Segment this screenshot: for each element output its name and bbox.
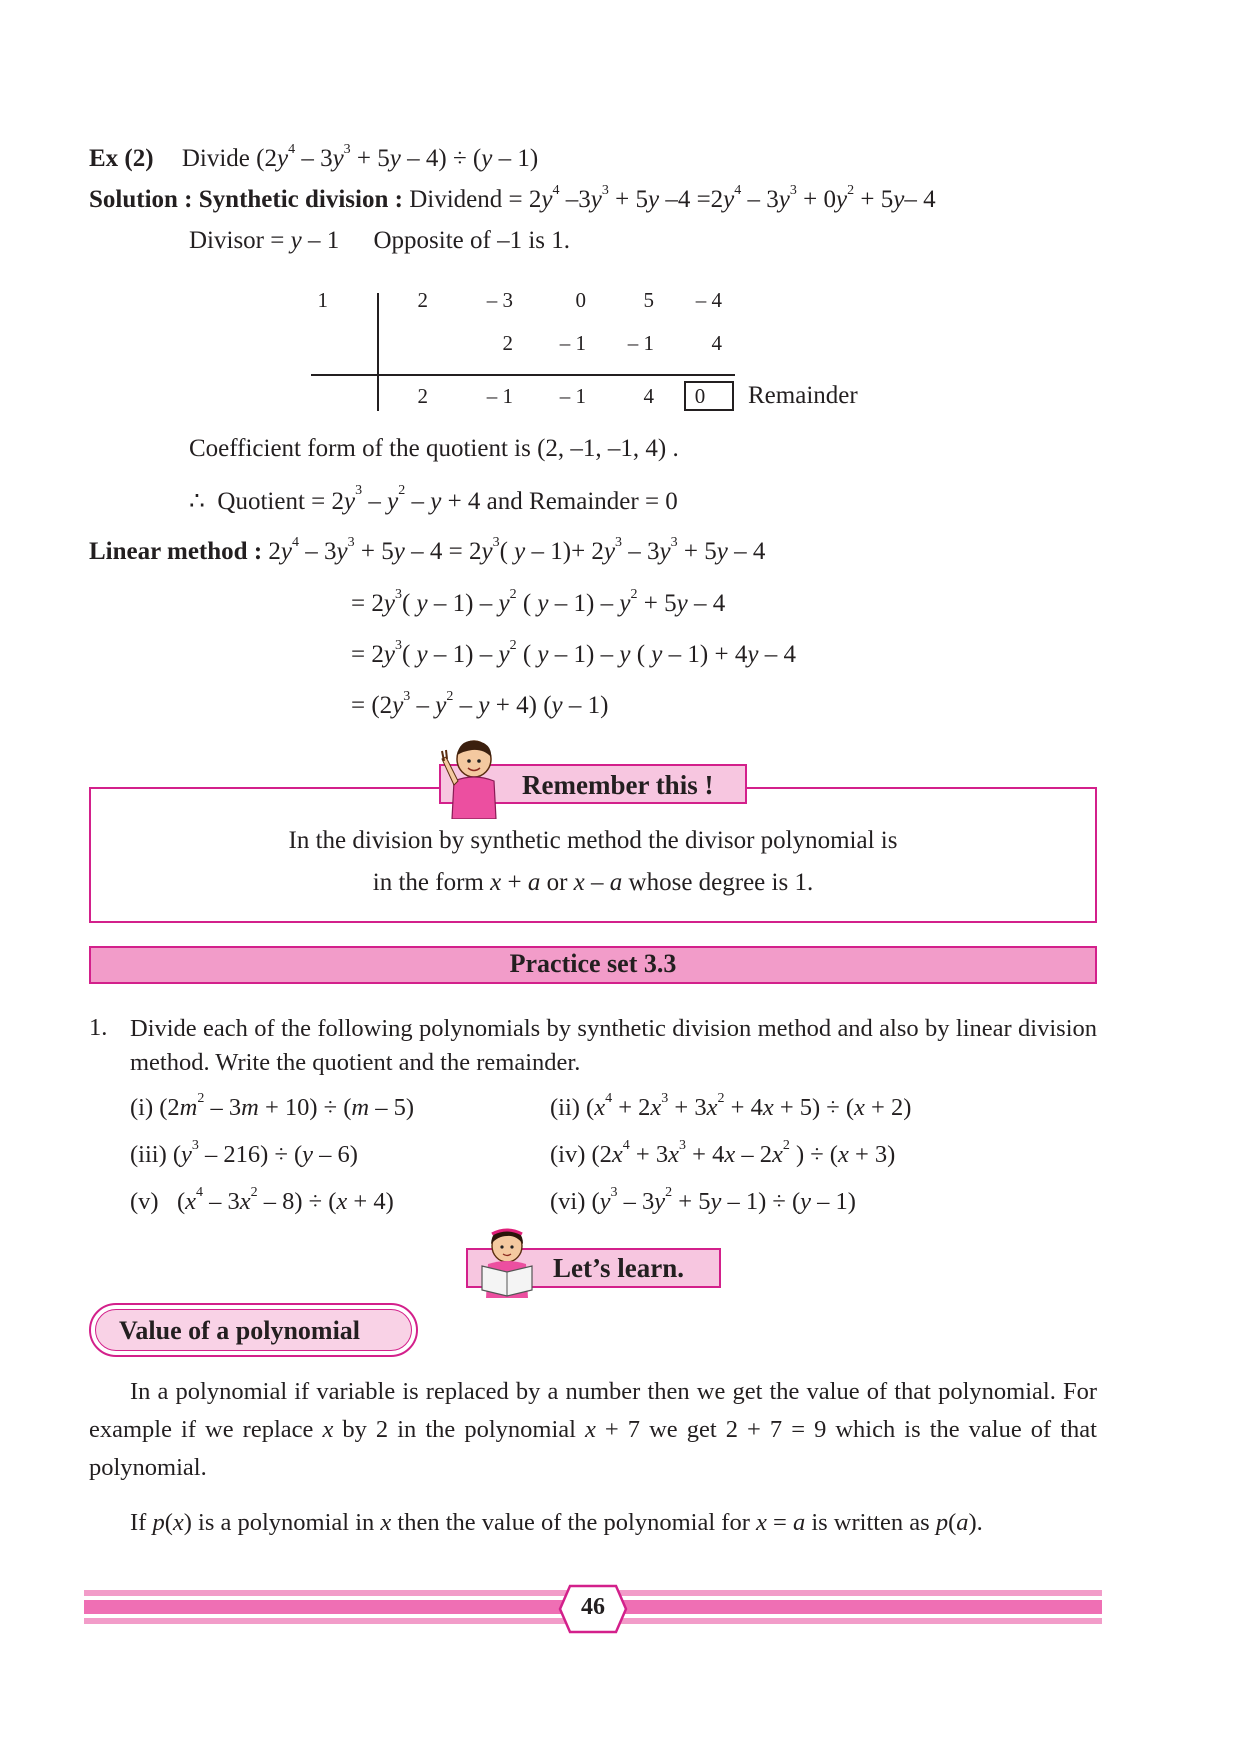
remember-title: Remember this !: [522, 770, 714, 800]
solution-method: Synthetic division :: [198, 186, 403, 213]
question-text: Divide each of the following polynomials by synthetic division method and also by linear division method. Write the quotient and the remainder.: [130, 1015, 1097, 1076]
practice-item-v: (v) $(x^4 - 3x^2 - 8) \div (x + 4)$: [130, 1185, 394, 1215]
value-heading: Value of a polynomial: [119, 1316, 361, 1345]
girl-reading-icon: [474, 1226, 540, 1298]
sd-horizontal-line: [311, 374, 735, 376]
linear-expr-1: $2y^4 - 3y^3 + 5y - 4 = 2y^3$( $y - 1)+ 2y^3 - 3y^3 + 5y - 4$: [268, 535, 766, 565]
quotient-text: ∴ Quotient = $2y^3 - y^2 - y + 4$ and Remainder = 0: [189, 483, 678, 515]
example-label: Ex (2): [89, 145, 154, 172]
remember-box: [89, 787, 1097, 923]
sd-r3-c1: 2: [417, 384, 428, 408]
divisor-text: Divisor = y – 1: [189, 227, 340, 254]
example-line: [89, 142, 539, 173]
dividend-text: Dividend = $2y^4$ $-3y^3 + 5y$ $-4 =2y^4 - 3y^3 + 0y^2 + 5y-$ 4: [409, 183, 936, 213]
sd-r1-c2: – 3: [486, 288, 513, 312]
solution-label: Solution :: [89, 186, 193, 213]
linear-line-1: [89, 535, 766, 566]
linear-line-3: = $2y^3$( y – $1) - y^2$ ( y – 1) – y ( y – 1) + 4y – 4: [351, 638, 796, 668]
lets-learn-title: Let’s learn.: [553, 1253, 684, 1283]
sd-root: 1: [317, 288, 328, 312]
opposite-text: Opposite of –1 is 1.: [373, 227, 570, 254]
paragraph-2: If p(x) is a polynomial in x then the value of the polynomial for x = a is written as p(a).: [130, 1509, 983, 1536]
practice-item-vi: (vi) $(y^3 - 3y^2 + 5y - 1) \div (y - 1)$: [550, 1185, 856, 1215]
sd-vertical-line: [377, 293, 379, 411]
practice-set-header: Practice set 3.3: [89, 946, 1097, 984]
sd-r2-c5: 4: [711, 331, 722, 355]
practice-item-iii: (iii) $(y^3 - 216) \div (y - 6)$: [130, 1138, 358, 1168]
page-number: 46: [581, 1594, 605, 1620]
sd-remainder-value: 0: [694, 384, 706, 408]
practice-item-ii: (ii) $(x^4 + 2x^3 + 3x^2 + 4x + 5) \div (x + 2)$: [550, 1091, 912, 1121]
sd-r2-c3: – 1: [559, 331, 586, 355]
sd-r1-c5: – 4: [695, 288, 722, 312]
practice-item-iv: (iv) ($2x^4 + 3x^3 + 4x - 2x^2$ ) ÷ (x + 3): [550, 1138, 896, 1168]
coefficient-text: Coefficient form of the quotient is (2, –1, –1, 4) .: [189, 435, 679, 462]
divisor-line: [189, 227, 570, 255]
sd-r2-c4: – 1: [627, 331, 654, 355]
sd-r1-c4: 5: [643, 288, 654, 312]
sd-r1-c3: 0: [575, 288, 586, 312]
remember-line-2: in the form x + a or x – a whose degree is 1.: [372, 869, 814, 896]
practice-item-i: (i) $(2m^2 - 3m + 10) \div (m - 5)$: [130, 1091, 415, 1121]
remember-line-1: In the division by synthetic method the divisor polynomial is: [288, 827, 898, 854]
linear-line-2: = $2y^3$( y – $1) - y^2$ ( $y - 1) - y^2 + 5y - 4$: [351, 587, 726, 617]
remainder-label: Remainder: [748, 382, 858, 409]
sd-r3-c4: 4: [643, 384, 654, 408]
question-number: 1.: [89, 1014, 108, 1041]
solution-line: [89, 183, 936, 214]
boy-pointing-icon: [436, 737, 506, 819]
paragraph-1: In a polynomial if variable is replaced by a number then we get the value of that polynomial. For example if we replace x by 2 in the polynomial x + 7 we get 2 + 7 = 9 which is the value of that polynomial.: [89, 1378, 1097, 1481]
example-statement: Divide $(2y^4 - 3y^3 + 5y - 4) \div (y - 1)$: [181, 142, 539, 172]
sd-r3-c3: – 1: [559, 384, 586, 408]
linear-line-4: = $(2y^3 - y^2 - y + 4)$ (y – 1): [351, 689, 609, 719]
value-heading-pill: [89, 1303, 418, 1357]
sd-r3-c2: – 1: [486, 384, 513, 408]
sd-remainder-box: [684, 381, 734, 411]
sd-r2-c2: 2: [502, 331, 513, 355]
linear-label: Linear method :: [89, 538, 263, 565]
sd-r1-c1: 2: [417, 288, 428, 312]
